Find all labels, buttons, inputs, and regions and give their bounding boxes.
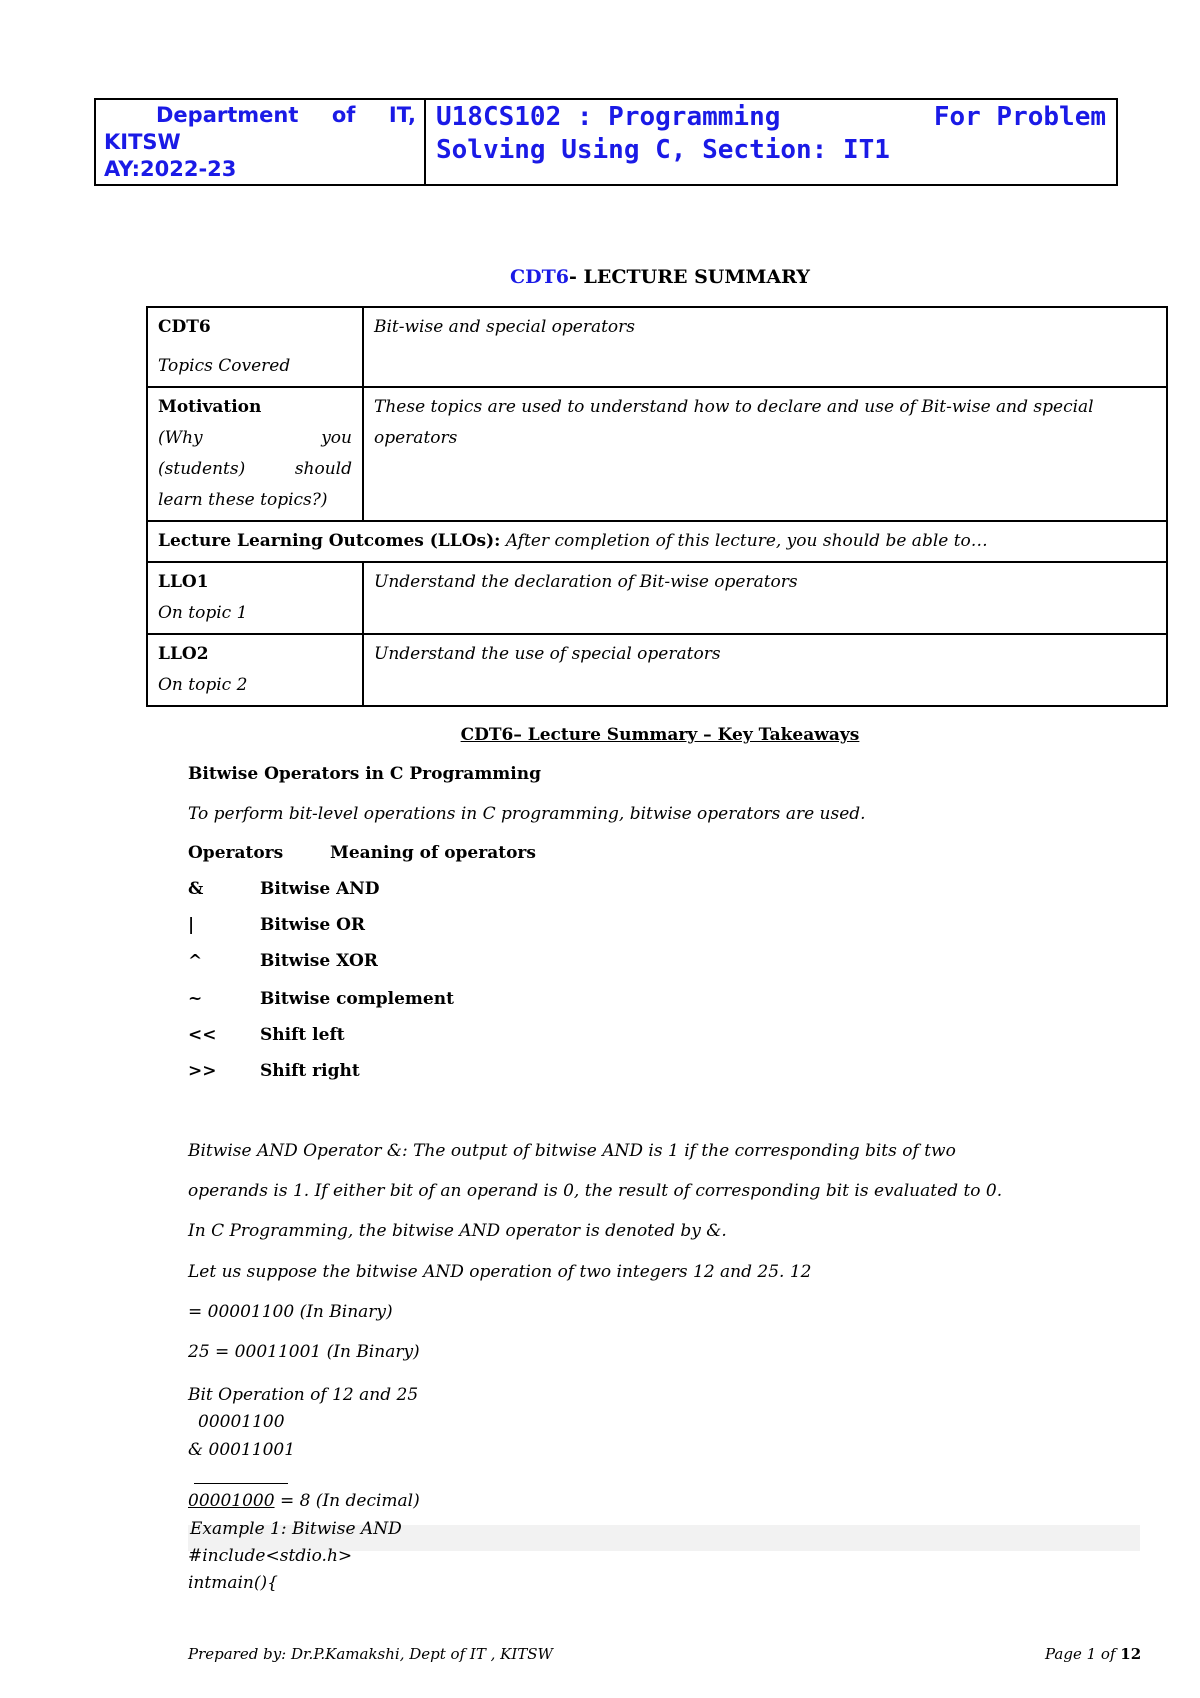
table-row — [147, 307, 1167, 387]
motivation-sub-line: learn these topics?) — [158, 490, 328, 510]
llo-header-cell — [147, 521, 1167, 562]
header-of-word: of — [331, 103, 356, 127]
operator-meaning: Shift left — [260, 1025, 345, 1045]
operator-symbol: << — [188, 1025, 217, 1045]
operator-meaning: Bitwise XOR — [260, 951, 378, 971]
page-number — [1045, 1645, 1141, 1663]
bit-operation-operand2: & 00011001 — [188, 1440, 296, 1460]
topics-covered-label: Topics Covered — [158, 356, 291, 376]
meaning-column-header: Meaning of operators — [330, 843, 536, 863]
operator-meaning: Shift right — [260, 1061, 360, 1081]
and-paragraph-3-line1: Let us suppose the bitwise AND operation of two integers 12 and 25. 12 — [188, 1262, 812, 1282]
and-paragraph-line1: Bitwise AND Operator &: The output of bitwise AND is 1 if the corresponding bits of two — [188, 1141, 956, 1161]
section-heading: Bitwise Operators in C Programming — [188, 764, 541, 784]
llo1-value: Understand the declaration of Bit-wise operators — [363, 562, 1167, 634]
and-paragraph-line2: operands is 1. If either bit of an operand is 0, the result of corresponding bit is evaluated to 0. — [188, 1181, 1003, 1201]
header-course-title-part: For Problem — [933, 102, 1106, 132]
motivation-sub-word: (students) — [158, 459, 246, 479]
example-title: Example 1: Bitwise AND — [190, 1519, 402, 1539]
motivation-sub-word: (Why — [158, 428, 203, 448]
header-department — [96, 100, 426, 184]
llo1-sublabel: On topic 1 — [158, 603, 248, 623]
result-binary: 00001000 — [188, 1491, 275, 1511]
and-paragraph-3-line2: = 00001100 (In Binary) — [188, 1302, 393, 1322]
motivation-sub-line — [158, 454, 352, 485]
header-course-code: U18CS102 : Programming — [436, 102, 781, 132]
motivation-sub-word: should — [294, 459, 352, 479]
operator-meaning: Bitwise complement — [260, 989, 454, 1009]
operator-symbol: >> — [188, 1061, 217, 1081]
bit-operation-title: Bit Operation of 12 and 25 — [188, 1385, 419, 1405]
summary-title — [0, 266, 1200, 288]
operator-meaning: Bitwise OR — [260, 915, 366, 935]
code-line: #include<stdio.h> — [188, 1546, 353, 1566]
bit-operation-result — [188, 1491, 1100, 1511]
cdt-label: CDT6 — [158, 317, 211, 337]
sum-divider-line — [194, 1483, 288, 1484]
llo-header-text: After completion of this lecture, you should be able to… — [505, 531, 988, 551]
and-paragraph-4: 25 = 00011001 (In Binary) — [188, 1342, 420, 1362]
llo2-value: Understand the use of special operators — [363, 634, 1167, 706]
llo2-sublabel: On topic 2 — [158, 675, 248, 695]
table-row — [147, 387, 1167, 521]
motivation-label-cell — [147, 387, 363, 521]
header-course-section: Solving Using C, Section: IT1 — [436, 135, 890, 165]
intro-text: To perform bit-level operations in C programming, bitwise operators are used. — [188, 804, 866, 824]
motivation-sub-word: you — [321, 428, 352, 448]
motivation-value: These topics are used to understand how to declare and use of Bit-wise and special operators — [363, 387, 1167, 521]
header-institute: KITSW — [104, 130, 181, 154]
code-line: intmain(){ — [188, 1573, 278, 1593]
operator-symbol: & — [188, 879, 204, 899]
operator-symbol: | — [188, 915, 195, 935]
llo2-label: LLO2 — [158, 644, 209, 664]
page-total: 12 — [1120, 1645, 1142, 1663]
llo1-label: LLO1 — [158, 572, 209, 592]
operator-symbol: ^ — [188, 951, 203, 971]
operator-meaning: Bitwise AND — [260, 879, 380, 899]
operator-symbol: ~ — [188, 989, 203, 1009]
summary-title-text: - LECTURE SUMMARY — [569, 266, 810, 288]
table-row — [147, 562, 1167, 634]
and-paragraph-2: In C Programming, the bitwise AND operator is denoted by &. — [188, 1221, 727, 1241]
result-decimal: = 8 (In decimal) — [279, 1491, 420, 1511]
llo1-label-cell — [147, 562, 363, 634]
motivation-label: Motivation — [158, 397, 262, 417]
operators-column-header: Operators — [188, 843, 284, 863]
page-prefix: Page 1 of — [1045, 1645, 1116, 1663]
bit-operation-operand1: 00001100 — [198, 1412, 285, 1432]
header-department-word: Department — [156, 103, 299, 127]
llo2-label-cell — [147, 634, 363, 706]
document-header — [94, 98, 1118, 186]
header-it-word: IT, — [388, 103, 416, 127]
table-row — [147, 521, 1167, 562]
header-academic-year: AY:2022-23 — [104, 157, 237, 181]
topics-value: Bit-wise and special operators — [363, 307, 1167, 387]
summary-title-code: CDT6 — [510, 266, 570, 288]
key-takeaways-title: CDT6– Lecture Summary – Key Takeaways — [460, 725, 860, 745]
motivation-sub-line — [158, 423, 352, 454]
llo-header-label: Lecture Learning Outcomes (LLOs): — [158, 531, 501, 551]
prepared-by: Prepared by: Dr.P.Kamakshi, Dept of IT , KITSW — [188, 1645, 553, 1663]
lecture-summary-table — [146, 306, 1168, 707]
topics-label-cell — [147, 307, 363, 387]
table-row — [147, 634, 1167, 706]
header-course — [426, 100, 1116, 184]
